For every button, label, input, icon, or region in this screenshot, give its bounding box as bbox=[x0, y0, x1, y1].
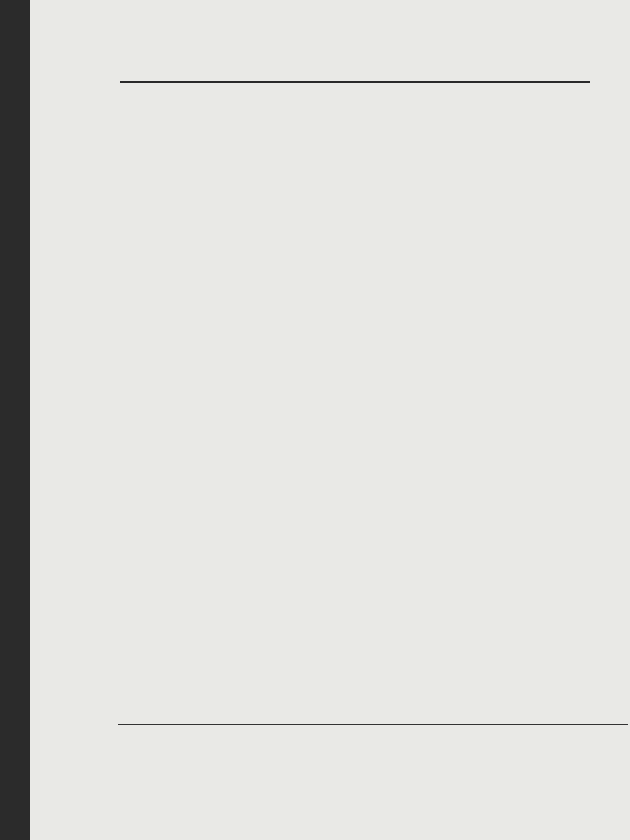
part-heading bbox=[118, 645, 628, 653]
part-three-contents bbox=[118, 708, 628, 741]
page-header bbox=[102, 70, 630, 90]
book-page bbox=[30, 0, 630, 840]
header-rule bbox=[120, 81, 590, 83]
trailing-row bbox=[118, 727, 628, 741]
chapter-row bbox=[118, 708, 628, 722]
chapter-rule bbox=[118, 724, 628, 725]
